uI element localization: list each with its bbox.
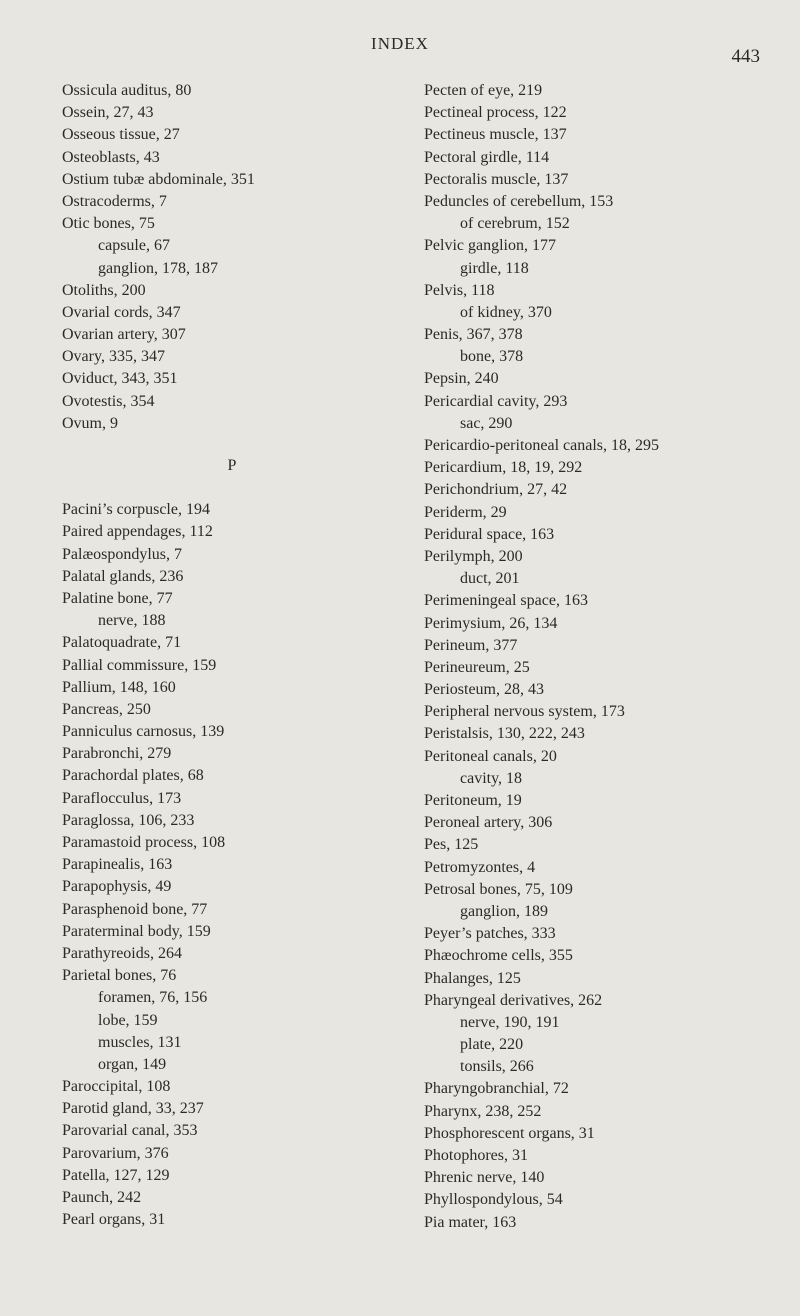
index-entry: Oviduct, 343, 351 (62, 370, 178, 388)
index-entry: Patella, 127, 129 (62, 1166, 170, 1184)
index-entry: Paunch, 242 (62, 1189, 142, 1206)
index-subentry: girdle, 118 (460, 259, 529, 277)
index-entry: Pelvic ganglion, 177 (424, 237, 556, 255)
index-entry: Pharynx, 238, 252 (424, 1102, 542, 1120)
index-subentry: ganglion, 189 (460, 902, 548, 920)
index-entry: Peduncles of cerebellum, 153 (424, 192, 614, 210)
index-entry: Pacini’s corpuscle, 194 (62, 501, 210, 519)
index-entry: Pepsin, 240 (424, 370, 499, 388)
index-entry: Ovarial cords, 347 (62, 303, 181, 321)
index-subentry: of kidney, 370 (460, 303, 552, 321)
index-entry: Phrenic nerve, 140 (424, 1169, 545, 1187)
index-entry: Periderm, 29 (424, 503, 507, 521)
page-title: INDEX (371, 34, 429, 53)
index-entry: Parasphenoid bone, 77 (62, 900, 208, 918)
index-entry: Perimeningeal space, 163 (424, 592, 588, 610)
index-entry: Parathyreoids, 264 (62, 944, 182, 962)
index-entry: Phalanges, 125 (424, 969, 521, 987)
index-entry: Peritoneum, 19 (424, 792, 522, 809)
index-subentry: organ, 149 (98, 1055, 167, 1073)
index-entry: Parabronchi, 279 (62, 745, 172, 763)
index-entry: Palæospondylus, 7 (62, 545, 183, 563)
index-entry: Parotid gland, 33, 237 (62, 1100, 204, 1118)
index-entry: Parovarium, 376 (62, 1144, 169, 1162)
index-entry: Paraterminal body, 159 (62, 922, 211, 940)
index-entry: Pericardial cavity, 293 (424, 392, 568, 410)
index-entry: Perineum, 377 (424, 636, 518, 654)
index-subentry: plate, 220 (460, 1036, 524, 1054)
index-entry: Pericardium, 18, 19, 292 (424, 459, 583, 477)
index-entry: Peritoneal canals, 20 (424, 747, 557, 765)
index-entry: Petromyzontes, 4 (424, 858, 536, 876)
page-number: 443 (731, 46, 760, 67)
index-entry: Pancreas, 250 (62, 700, 151, 718)
index-entry: Otic bones, 75 (62, 215, 155, 233)
index-subentry: capsule, 67 (98, 237, 170, 255)
index-entry: Palatal glands, 236 (62, 567, 184, 585)
index-entry: Pallium, 148, 160 (62, 678, 176, 696)
index-entry: Phyllospondylous, 54 (424, 1191, 563, 1209)
index-entry: Palatoquadrate, 71 (62, 634, 182, 652)
index-entry: Ovum, 9 (62, 414, 118, 432)
index-entry: Ossein, 27, 43 (62, 104, 154, 122)
index-subentry: cavity, 18 (460, 769, 523, 787)
index-subentry: ganglion, 178, 187 (98, 259, 218, 277)
index-entry: Ostracoderms, 7 (62, 192, 167, 210)
index-entry: Petrosal bones, 75, 109 (424, 880, 573, 898)
index-entry: Pectoralis muscle, 137 (424, 170, 569, 188)
index-subentry: duct, 201 (460, 570, 520, 588)
index-entry: Pecten of eye, 219 (424, 82, 543, 99)
entries-list (424, 80, 784, 1234)
index-entry: Parietal bones, 76 (62, 967, 177, 985)
index-entry: Pharyngeal derivatives, 262 (424, 991, 603, 1009)
index-entry: Osseous tissue, 27 (62, 126, 180, 144)
index-subentry: foramen, 76, 156 (98, 989, 208, 1007)
entries-o-list (62, 80, 402, 435)
index-subentry: lobe, 159 (98, 1011, 158, 1029)
index-entry: Pharyngobranchial, 72 (424, 1080, 569, 1098)
index-entry: Perichondrium, 27, 42 (424, 481, 568, 499)
index-entry: Phæochrome cells, 355 (424, 947, 573, 965)
index-entry: Panniculus carnosus, 139 (62, 723, 225, 741)
index-entry: Perimysium, 26, 134 (424, 614, 558, 632)
index-entry: Parapinealis, 163 (62, 856, 173, 874)
index-entry: Ovary, 335, 347 (62, 348, 165, 366)
index-entry: Osteoblasts, 43 (62, 148, 160, 166)
index-entry: Ossicula auditus, 80 (62, 82, 192, 99)
index-entry: Otoliths, 200 (62, 281, 146, 299)
index-entry: Peristalsis, 130, 222, 243 (424, 725, 585, 743)
index-entry: Pericardio-peritoneal canals, 18, 295 (424, 437, 660, 454)
index-entry: Pelvis, 118 (424, 281, 495, 299)
index-entry: Paramastoid process, 108 (62, 834, 226, 851)
index-entry: Ovotestis, 354 (62, 392, 155, 410)
index-entry: Peripheral nervous system, 173 (424, 703, 625, 721)
index-entry: Pectineus muscle, 137 (424, 126, 567, 144)
index-entry: Pearl organs, 31 (62, 1211, 166, 1229)
index-entry: Photophores, 31 (424, 1147, 528, 1164)
index-entry: Ovarian artery, 307 (62, 326, 186, 344)
index-subentry: bone, 378 (460, 348, 524, 366)
index-entry: Parovarial canal, 353 (62, 1122, 198, 1140)
index-entry: Paired appendages, 112 (62, 523, 213, 541)
index-subentry: sac, 290 (460, 414, 513, 432)
index-subentry: nerve, 188 (98, 612, 166, 630)
index-entry: Perineureum, 25 (424, 658, 530, 676)
index-entry: Peyer’s patches, 333 (424, 925, 556, 943)
index-entry: Paraflocculus, 173 (62, 789, 182, 807)
index-subentry: muscles, 131 (98, 1033, 182, 1051)
section-letter-heading: P (227, 457, 237, 474)
index-entry: Pallial commissure, 159 (62, 656, 217, 674)
index-entry: Perilymph, 200 (424, 547, 523, 565)
index-entry: Pectoral girdle, 114 (424, 148, 550, 166)
index-entry: Paraglossa, 106, 233 (62, 811, 195, 829)
index-entry: Parachordal plates, 68 (62, 767, 204, 785)
index-entry: Periosteum, 28, 43 (424, 681, 544, 699)
index-entry: Penis, 367, 378 (424, 326, 523, 344)
index-entry: Peroneal artery, 306 (424, 814, 553, 832)
index-subentry: nerve, 190, 191 (460, 1013, 560, 1031)
index-entry: Pes, 125 (424, 836, 479, 854)
index-entry: Peridural space, 163 (424, 525, 555, 543)
right-column (424, 80, 784, 1234)
index-entry: Parapophysis, 49 (62, 878, 172, 896)
index-entry: Ostium tubæ abdominale, 351 (62, 170, 255, 188)
index-entry: Paroccipital, 108 (62, 1078, 171, 1096)
index-entry: Phosphorescent organs, 31 (424, 1124, 595, 1142)
index-subentry: of cerebrum, 152 (460, 215, 570, 233)
index-entry: Pia mater, 163 (424, 1213, 517, 1231)
left-column (62, 80, 402, 1231)
entries-p-list (62, 499, 402, 1231)
index-entry: Palatine bone, 77 (62, 589, 173, 607)
index-subentry: tonsils, 266 (460, 1058, 534, 1076)
index-entry: Pectineal process, 122 (424, 104, 567, 122)
